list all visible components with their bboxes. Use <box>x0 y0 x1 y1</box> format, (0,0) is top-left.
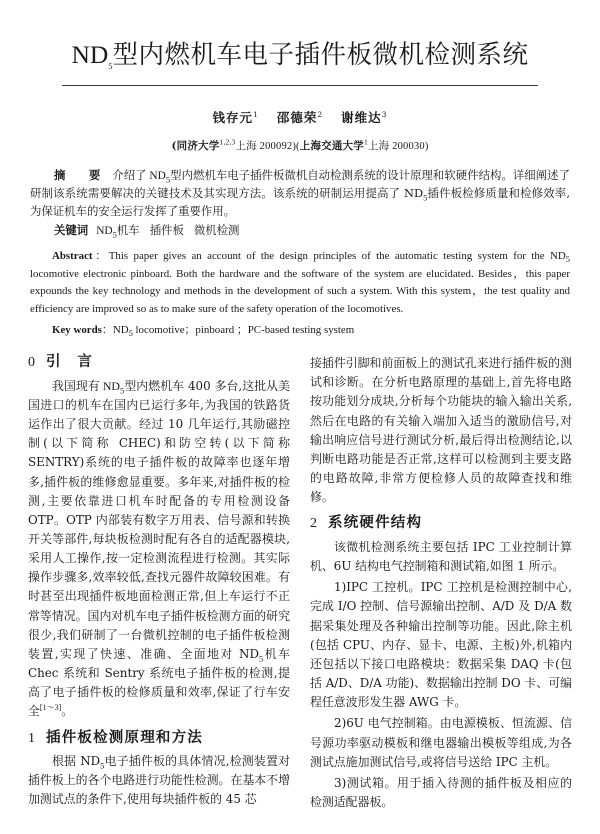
keywords-en-post: locomotive；pinboard ；PC-based testing system <box>132 323 355 336</box>
body-columns <box>28 352 572 812</box>
affiliation-univ-1: (同济大学 <box>171 139 220 152</box>
keyword-cn-item: 插件板 <box>149 222 184 237</box>
intro-subscript-2: 5 <box>259 653 264 664</box>
affiliation-city-2: 上海 200030) <box>367 140 429 152</box>
abstract-en-label: Abstract <box>52 250 93 262</box>
method-subscript: 5 <box>100 760 105 771</box>
title-main: 型内燃机车电子插件板微机检测系统 <box>112 40 529 70</box>
author-name: 谢维达 <box>341 109 382 125</box>
citation-mark: [1～3] <box>39 703 62 713</box>
abstract-en-separator: ： <box>92 250 109 262</box>
title-divider <box>62 85 538 86</box>
affiliation-mark-1: 1,2,3 <box>219 137 236 147</box>
section-number: 0 <box>28 355 35 371</box>
intro-end: 。 <box>61 704 74 719</box>
method-pre: 根据 ND <box>52 754 101 769</box>
paragraph-intro <box>28 377 290 722</box>
section-number: 1 <box>28 730 35 746</box>
abstract-en-subscript: 5 <box>565 254 570 265</box>
author-list <box>28 108 572 126</box>
keywords-en-subscript: 5 <box>128 327 133 338</box>
keyword-cn-prefix: ND <box>96 224 113 237</box>
keywords-cn-label: 关键词 <box>54 222 89 237</box>
intro-mid: 型内燃机车 400 多台,这批从美国进口的机车在国内已运行多年,为我国的铁路货运作出了很大贡献。经过 10 几年运行,其励磁控制(以下简称 CHEC)和防空转(以下简称 SENTRY)系统的电子插件板的故障率也逐年增多,插件板的维修愈显重要。多年来,对插件板的检测,主要依靠进口机车时配备的专用检测设备 OTP。OTP 内部装有数字万用表、信号源和转换开关等部件,每块板检测时配有各自的适配器模块,采用人工操作,按一定检测流程进行检测。其实际操作步骤多,效率较低,查找元器件故障较困难。有时甚至出现插件板地面检测正常,但上车运行不正常等情况。国内对机车电子插件板检测方面的研究很少,我们研制了一台微机控制的电子插件板检测装置,实现了快速、准确、全面地对 ND <box>28 378 290 661</box>
section-title: 引 言 <box>46 353 94 371</box>
section-number: 2 <box>310 516 317 532</box>
paragraph-method <box>28 752 290 809</box>
affiliation-line <box>28 138 572 153</box>
section-heading-hardware <box>310 513 572 534</box>
intro-mid2: 机车 Chec 系统和 Sentry 系统电子插件板的检测,提高了电子插件板的检修质量和效率,保证了行车安全 <box>28 646 290 719</box>
author-affil-mark: 1 <box>253 109 259 119</box>
title-prefix: ND <box>71 40 109 69</box>
title-subscript: 5 <box>108 61 113 72</box>
author-affil-mark: 3 <box>381 109 388 119</box>
affiliation-mark-2: 1 <box>363 137 368 147</box>
abstract-block <box>28 167 572 340</box>
abstract-cn-pre: 介绍了 ND <box>112 169 166 182</box>
paragraph-hardware-testbox: 3)测试箱。用于插入待测的插件板及相应的检测适配器板。 <box>310 775 572 810</box>
abstract-cn-mid: 型内燃机车电子插件板微机自动检测系统的设计原理和软硬件结构。详细阐述了研制该系统需要解决的关键技术及其实现方法。该系统的研制运用提高了 ND <box>30 167 570 201</box>
abstract-cn-subscript: 5 <box>165 173 171 184</box>
abstract-en-post: locomotive electronic pinboard. Both the hardware and the software of the system are elucidated. Besides，this paper expounds the key technology and methods in the development of such a system. With this system，the test quality and efficiency are improved so as to make sure of the safety operation of the locomotives. <box>30 267 570 315</box>
keyword-cn-subscript: 5 <box>112 228 117 239</box>
section-title: 系统硬件结构 <box>328 514 423 532</box>
column-left <box>28 352 290 812</box>
abstract-cn-label: 摘 要 <box>54 167 107 182</box>
keywords-english <box>30 321 570 340</box>
keywords-chinese <box>30 221 570 241</box>
section-title: 插件板检测原理和方法 <box>46 728 203 746</box>
section-heading-intro <box>28 352 290 373</box>
page-title <box>28 40 572 71</box>
column-right <box>310 352 572 812</box>
keywords-en-label: Key words <box>52 323 102 336</box>
abstract-english <box>30 248 570 319</box>
author-affil-mark: 2 <box>317 109 324 119</box>
paragraph-hardware-intro: 该微机检测系统主要包括 IPC 工业控制计算机、6U 结构电气控制箱和测试箱,如图 1 所示。 <box>310 540 572 574</box>
abstract-cn-post: 插件板检修质量和检修效率,为保证机车的安全运行发挥了重要作用。 <box>30 186 570 218</box>
affiliation-city-1: 上海 200092)( <box>235 140 300 152</box>
intro-subscript: 5 <box>120 385 125 396</box>
author-name: 邵德荣 <box>276 109 318 125</box>
abstract-cn-subscript-2: 5 <box>423 192 428 203</box>
author-name: 钱存元 <box>212 109 254 125</box>
paragraph-hardware-ipc: 1)IPC 工控机。IPC 工控机是检测控制中心,完成 I/O 控制、信号源输出控制、A/D 及 D/A 数据采集处理及各种输出控制等功能。因此,除主机(包括 CPU、内存、显卡、电源、主板)外,机箱内还包括以下接口电路模块：数据采集 DAQ 卡(包括 A/D、D/A 功能)、数据输出控制 DO 卡、可编程任意波形发生器 AWG 卡。 <box>310 580 572 710</box>
section-heading-method <box>28 728 290 749</box>
affiliation-univ-2: 上海交通大学 <box>299 139 364 152</box>
keywords-en-separator: ： <box>101 323 113 336</box>
intro-pre: 我国现有 ND <box>52 378 121 393</box>
keyword-cn-item <box>96 223 140 237</box>
keyword-cn-item: 微机检测 <box>193 222 240 237</box>
paragraph-hardware-6u: 2)6U 电气控制箱。由电源模板、恒流源、信号源功率驱动模板和继电器输出模板等组成,为各测试点施加测试信号,或将信号送给 IPC 主机。 <box>310 716 572 769</box>
method-post: 电子插件板的具体情况,检测装置对插件板上的各个电路进行功能性检测。在基本不增加测试点的条件下,使用每块插件板的 45 芯 <box>28 754 291 807</box>
abstract-chinese <box>30 167 570 221</box>
keyword-cn-suffix: 机车 <box>116 222 140 237</box>
paragraph-method-continued: 接插件引脚和前面板上的测试孔来进行插件板的测试和诊断。在分析电路原理的基础上,首先将电路按功能划分成块,分析每个功能块的输入输出关系,然后在电路的有关输入端加入适当的激励信号,对输出响应信号进行测试分析,最后得出检测结论,以判断电路功能是否正常,这样可以检测到主要支路的电路故障,非常方便检修人员的故障查找和维修。 <box>310 356 572 505</box>
keywords-en-pre: ND <box>112 323 129 336</box>
abstract-en-pre: This paper gives an account of the design principles of the automatic testing system for the ND <box>108 250 566 262</box>
